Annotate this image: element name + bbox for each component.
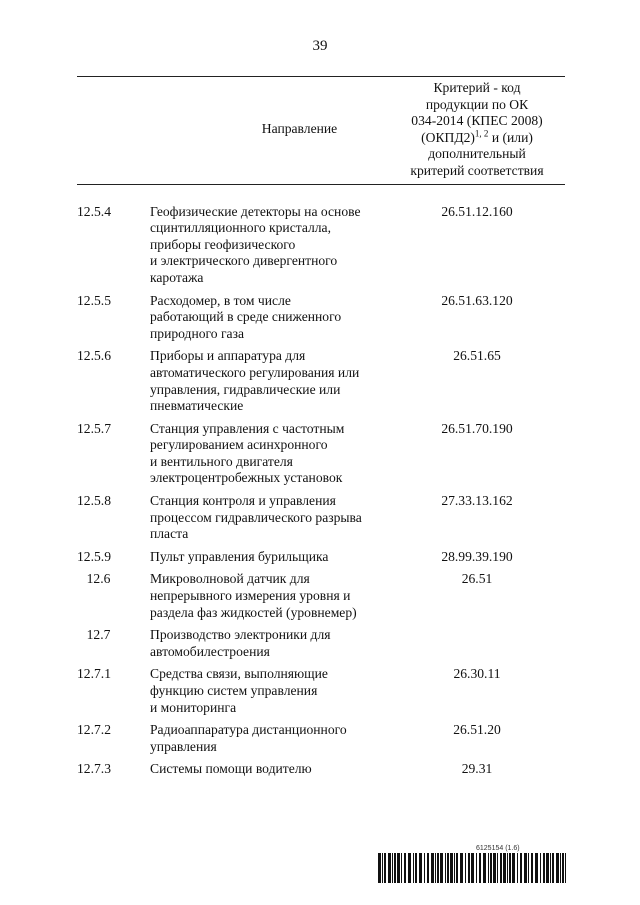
row-direction [150, 493, 389, 549]
barcode-bar [382, 853, 383, 883]
row-number: 12.7.2 [77, 722, 111, 738]
table-row [77, 761, 565, 784]
barcode-bar [540, 853, 541, 883]
row-number: 12.5.4 [77, 203, 111, 219]
barcode-bar [450, 853, 453, 883]
barcode-bar [550, 853, 551, 883]
row-direction [150, 627, 389, 666]
direction-line: Микроволновой датчик для [150, 571, 310, 587]
barcode-bar [512, 853, 515, 883]
row-direction [150, 549, 389, 572]
direction-line: управления [150, 738, 217, 754]
table-row [77, 348, 565, 420]
barcode-bar [488, 853, 489, 883]
direction-line: сцинтилляционного кристалла, [150, 220, 331, 236]
row-number: 12.7.1 [77, 666, 111, 682]
row-code: 27.33.13.162 [441, 493, 513, 509]
direction-line: и вентильного двигателя [150, 453, 293, 469]
direction-line: каротажа [150, 269, 204, 285]
table-row [77, 627, 565, 666]
direction-line: Радиоаппаратура дистанционного [150, 722, 347, 738]
barcode-bar [468, 853, 470, 883]
barcode-bar [445, 853, 446, 883]
table-header-row [77, 77, 565, 185]
direction-line: Геофизические детекторы на основе [150, 203, 361, 219]
direction-line: работающий в среде сниженного [150, 309, 342, 325]
row-number: 12.5.6 [77, 348, 111, 364]
barcode-bar [401, 853, 402, 883]
row-direction [150, 184, 389, 292]
direction-line: процессом гидравлического разрыва [150, 509, 362, 525]
barcode-bar [565, 853, 566, 883]
direction-line: Средства связи, выполняющие [150, 666, 328, 682]
direction-line: Пульт управления бурильщика [150, 548, 329, 564]
row-direction [150, 761, 389, 784]
barcode-bar [454, 853, 455, 883]
barcode-bar [552, 853, 554, 883]
barcode-bar [437, 853, 439, 883]
barcode-bar [546, 853, 549, 883]
table-row [77, 571, 565, 627]
direction-line: Системы помощи водителю [150, 761, 312, 777]
barcode-bar [397, 853, 400, 883]
barcode-bar [435, 853, 436, 883]
barcode-bar [490, 853, 492, 883]
direction-line: регулированием асинхронного [150, 437, 328, 453]
barcode-bar [419, 853, 422, 883]
barcode-bar [388, 853, 391, 883]
direction-line: приборы геофизического [150, 236, 296, 252]
barcode-bar [520, 853, 522, 883]
barcode-bar [479, 853, 481, 883]
direction-line: и электрического дивергентного [150, 253, 338, 269]
header-direction: Направление [150, 77, 389, 185]
direction-line: Производство электроники для [150, 627, 331, 643]
barcode-image [378, 853, 566, 883]
direction-line: Расходомер, в том числе [150, 292, 291, 308]
row-code: 28.99.39.190 [441, 548, 513, 564]
barcode-bar [507, 853, 508, 883]
row-number: 12.5.7 [77, 420, 111, 436]
direction-line: пневматические [150, 398, 244, 414]
barcode-bar [378, 853, 381, 883]
page-number: 39 [312, 38, 328, 54]
row-number: 12.5.8 [77, 493, 111, 509]
table-body [77, 184, 565, 784]
barcode-bar [524, 853, 527, 883]
barcode-bar [493, 853, 496, 883]
barcode-bar [509, 853, 511, 883]
barcode-bar [531, 853, 533, 883]
direction-line: и мониторинга [150, 699, 237, 715]
direction-line: Станция контроля и управления [150, 493, 336, 509]
barcode-bar [556, 853, 559, 883]
direction-line: природного газа [150, 325, 244, 341]
header-number-cell [77, 77, 150, 185]
row-number: 12.6 [86, 571, 111, 587]
barcode-bar [394, 853, 396, 883]
row-code: 29.31 [461, 761, 493, 777]
barcode-bar [528, 853, 529, 883]
barcode-bar [535, 853, 538, 883]
row-code: 26.51.63.120 [441, 292, 513, 308]
row-code: 26.51.12.160 [441, 203, 513, 219]
barcode-bar [413, 853, 414, 883]
barcode-bar [560, 853, 561, 883]
row-code: 26.51.65 [453, 348, 501, 364]
barcode-bar [497, 853, 498, 883]
barcode-bar [404, 853, 406, 883]
row-code: 26.51.20 [453, 722, 501, 738]
row-direction [150, 293, 389, 349]
direction-line: непрерывного измерения уровня и [150, 588, 351, 604]
table-row [77, 421, 565, 493]
direction-line: функцию систем управления [150, 683, 318, 698]
row-code: 26.51 [461, 571, 493, 587]
direction-line: автоматического регулирования или [150, 364, 360, 380]
row-code [389, 627, 565, 666]
table-row [77, 722, 565, 761]
barcode-label: 6125154 (1.6) [476, 845, 520, 852]
barcode-bar [543, 853, 545, 883]
direction-line: управления, гидравлические или [150, 381, 341, 397]
classification-table [77, 76, 565, 784]
barcode-bar [456, 853, 458, 883]
barcode-bar [431, 853, 434, 883]
barcode-block [378, 845, 566, 883]
row-direction [150, 666, 389, 722]
barcode-bar [483, 853, 486, 883]
barcode-bar [440, 853, 443, 883]
row-direction [150, 571, 389, 627]
barcode-bar [500, 853, 502, 883]
direction-line: автомобилестроения [150, 643, 270, 659]
row-direction [150, 722, 389, 761]
barcode-bar [460, 853, 463, 883]
row-number: 12.7 [86, 627, 111, 643]
direction-line: пласта [150, 526, 189, 542]
barcode-bar [471, 853, 474, 883]
direction-line: Приборы и аппаратура для [150, 348, 306, 364]
row-number: 12.7.3 [77, 761, 111, 777]
barcode-bar [424, 853, 425, 883]
table-row [77, 493, 565, 549]
barcode-bar [415, 853, 417, 883]
barcode-bar [447, 853, 449, 883]
barcode-bar [465, 853, 466, 883]
table-row [77, 549, 565, 572]
barcode-bar [503, 853, 506, 883]
barcode-bar [517, 853, 518, 883]
barcode-bar [427, 853, 429, 883]
barcode-bar [408, 853, 411, 883]
barcode-bar [562, 853, 564, 883]
row-direction [150, 421, 389, 493]
barcode-bar [384, 853, 386, 883]
row-direction [150, 348, 389, 420]
barcode-bar [476, 853, 477, 883]
direction-line: раздела фаз жидкостей (уровнемер) [150, 604, 357, 620]
barcode-bar [392, 853, 393, 883]
table-row [77, 293, 565, 349]
header-criterion: Критерий - код продукции по ОК 034-2014 (КПЕС 2008) (ОКПД2)$^{1, 2}$ и (или) дополнительный критерий соответствия [389, 77, 565, 185]
table-row [77, 666, 565, 722]
direction-line: Станция управления с частотным [150, 420, 345, 436]
direction-line: электроцентробежных установок [150, 470, 343, 486]
row-number: 12.5.9 [77, 548, 111, 564]
row-number: 12.5.5 [77, 292, 111, 308]
row-code: 26.30.11 [453, 666, 501, 682]
row-code: 26.51.70.190 [441, 420, 513, 436]
table-row [77, 184, 565, 292]
